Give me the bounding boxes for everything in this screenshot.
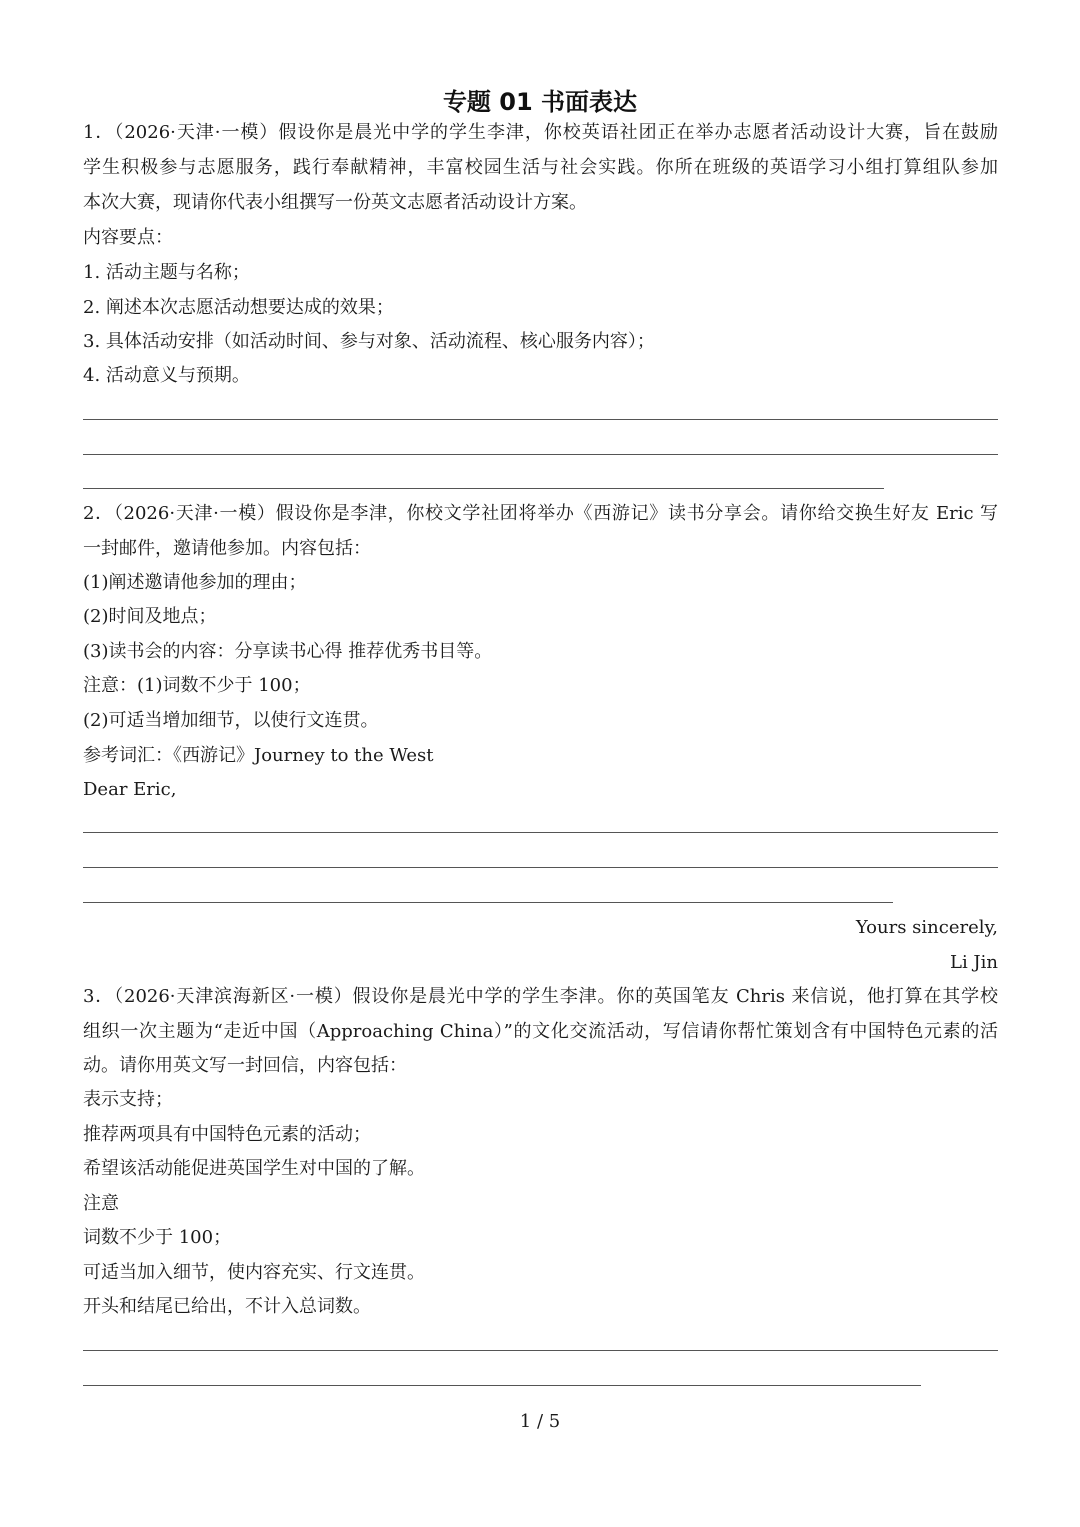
q3-point-3: 希望该活动能促进英国学生对中国的了解。 xyxy=(83,1158,425,1179)
q1-prompt-line-1: 1．（2026·天津·一模）假设你是晨光中学的学生李津，你校英语社团正在举办志愿者活动设计大赛，旨在鼓励 xyxy=(83,122,998,143)
q1-prompt-line-2: 学生积极参与志愿服务，践行奉献精神，丰富校园生活与社会实践。你所在班级的英语学习小组打算组队参加 xyxy=(83,157,998,178)
q1-point-3: 3. 具体活动安排（如活动时间、参与对象、活动流程、核心服务内容）； xyxy=(83,331,655,352)
q3-note-3: 开头和结尾已给出，不计入总词数。 xyxy=(83,1296,371,1317)
q2-answer-line-2[interactable] xyxy=(83,867,998,868)
q2-point-1: (1)阐述邀请他参加的理由； xyxy=(83,572,307,593)
q2-note-2: (2)可适当增加细节，以使行文连贯。 xyxy=(83,710,379,731)
q3-note-2: 可适当加入细节，使内容充实、行文连贯。 xyxy=(83,1262,425,1283)
q2-prompt-line-2: 一封邮件，邀请他参加。内容包括： xyxy=(83,538,371,559)
page-title: 专题 01 书面表达 xyxy=(442,88,638,116)
q3-answer-line-2[interactable] xyxy=(83,1385,921,1386)
q1-point-2: 2. 阐述本次志愿活动想要达成的效果； xyxy=(83,297,394,318)
q1-answer-line-2[interactable] xyxy=(83,454,998,455)
q3-prompt-line-3: 动。请你用英文写一封回信，内容包括： xyxy=(83,1055,407,1076)
q2-point-2: (2)时间及地点； xyxy=(83,606,217,627)
q3-point-1: 表示支持； xyxy=(83,1089,173,1110)
q1-answer-line-1[interactable] xyxy=(83,419,998,420)
q2-note-1: 注意：(1)词数不少于 100； xyxy=(83,675,311,696)
q2-closing: Yours sincerely, xyxy=(855,917,998,938)
q1-point-1: 1. 活动主题与名称； xyxy=(83,262,250,283)
q2-point-3: (3)读书会的内容：分享读书心得 推荐优秀书目等。 xyxy=(83,641,493,662)
q3-note-1: 词数不少于 100； xyxy=(83,1227,232,1248)
page-number: 1 / 5 xyxy=(519,1411,561,1432)
q3-point-2: 推荐两项具有中国特色元素的活动； xyxy=(83,1124,371,1145)
q2-vocabulary: 参考词汇：《西游记》Journey to the West xyxy=(83,745,434,766)
q3-prompt-line-2: 组织一次主题为“走近中国（Approaching China）”的文化交流活动，写信请你帮忙策划含有中国特色元素的活 xyxy=(83,1021,998,1042)
q1-prompt-line-3: 本次大赛，现请你代表小组撰写一份英文志愿者活动设计方案。 xyxy=(83,192,587,213)
q1-points-heading: 内容要点： xyxy=(83,227,173,248)
q1-point-4: 4. 活动意义与预期。 xyxy=(83,365,250,386)
q3-prompt-line-1: 3．（2026·天津滨海新区·一模）假设你是晨光中学的学生李津。你的英国笔友 Chris 来信说，他打算在其学校 xyxy=(83,986,998,1007)
q2-salutation: Dear Eric, xyxy=(83,779,177,800)
q3-answer-line-1[interactable] xyxy=(83,1350,998,1351)
q2-answer-line-1[interactable] xyxy=(83,832,998,833)
q3-note-heading: 注意 xyxy=(83,1193,119,1214)
q2-prompt-line-1: 2．（2026·天津·一模）假设你是李津，你校文学社团将举办《西游记》读书分享会。请你给交换生好友 Eric 写 xyxy=(83,503,998,524)
q2-signature: Li Jin xyxy=(950,952,998,973)
q2-answer-line-3[interactable] xyxy=(83,902,893,903)
q1-answer-line-3[interactable] xyxy=(83,488,884,489)
